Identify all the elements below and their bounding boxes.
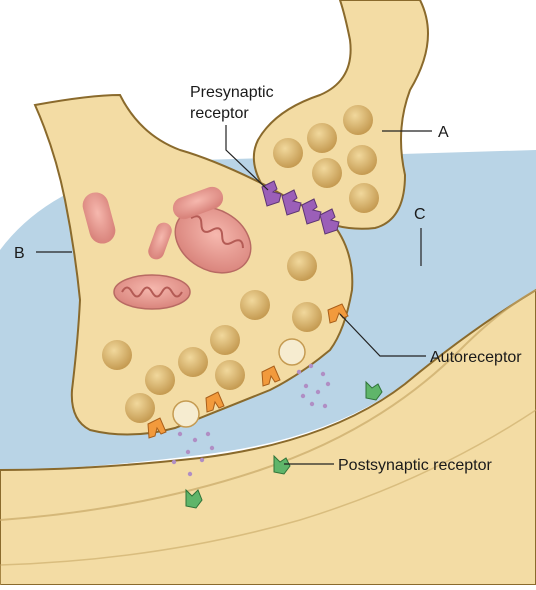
vesicle bbox=[287, 251, 317, 281]
neurotransmitter-molecule bbox=[316, 390, 320, 394]
label-autoreceptor: Autoreceptor bbox=[430, 349, 522, 366]
neurotransmitter-molecule bbox=[178, 432, 182, 436]
vesicle bbox=[312, 158, 342, 188]
vesicle bbox=[125, 393, 155, 423]
vesicle bbox=[210, 325, 240, 355]
neurotransmitter-molecule bbox=[188, 472, 192, 476]
label-c: C bbox=[414, 206, 426, 223]
neurotransmitter-molecule bbox=[323, 404, 327, 408]
vesicle bbox=[178, 347, 208, 377]
neurotransmitter-molecule bbox=[210, 446, 214, 450]
neurotransmitter-molecule bbox=[186, 450, 190, 454]
vesicle bbox=[349, 183, 379, 213]
vesicle bbox=[145, 365, 175, 395]
vesicle bbox=[307, 123, 337, 153]
neurotransmitter-molecule bbox=[172, 460, 176, 464]
neurotransmitter-molecule bbox=[200, 458, 204, 462]
vesicle bbox=[347, 145, 377, 175]
vesicle bbox=[273, 138, 303, 168]
label-postsynaptic: Postsynaptic receptor bbox=[338, 457, 492, 474]
vesicle bbox=[215, 360, 245, 390]
neurotransmitter-molecule bbox=[297, 370, 301, 374]
label-presynaptic-line2: receptor bbox=[190, 105, 249, 122]
neurotransmitter-molecule bbox=[193, 438, 197, 442]
neurotransmitter-molecule bbox=[310, 402, 314, 406]
neurotransmitter-molecule bbox=[304, 384, 308, 388]
vesicle bbox=[240, 290, 270, 320]
neurotransmitter-molecule bbox=[301, 394, 305, 398]
neurotransmitter-molecule bbox=[326, 382, 330, 386]
neurotransmitter-molecule bbox=[309, 364, 313, 368]
vesicle bbox=[102, 340, 132, 370]
vesicle bbox=[343, 105, 373, 135]
vesicle-fusing bbox=[279, 339, 305, 365]
label-a: A bbox=[438, 124, 449, 141]
vesicle bbox=[292, 302, 322, 332]
neurotransmitter-molecule bbox=[321, 372, 325, 376]
label-presynaptic-line1: Presynaptic bbox=[190, 84, 274, 101]
label-b: B bbox=[14, 245, 25, 262]
neurotransmitter-molecule bbox=[206, 432, 210, 436]
vesicle-fusing bbox=[173, 401, 199, 427]
